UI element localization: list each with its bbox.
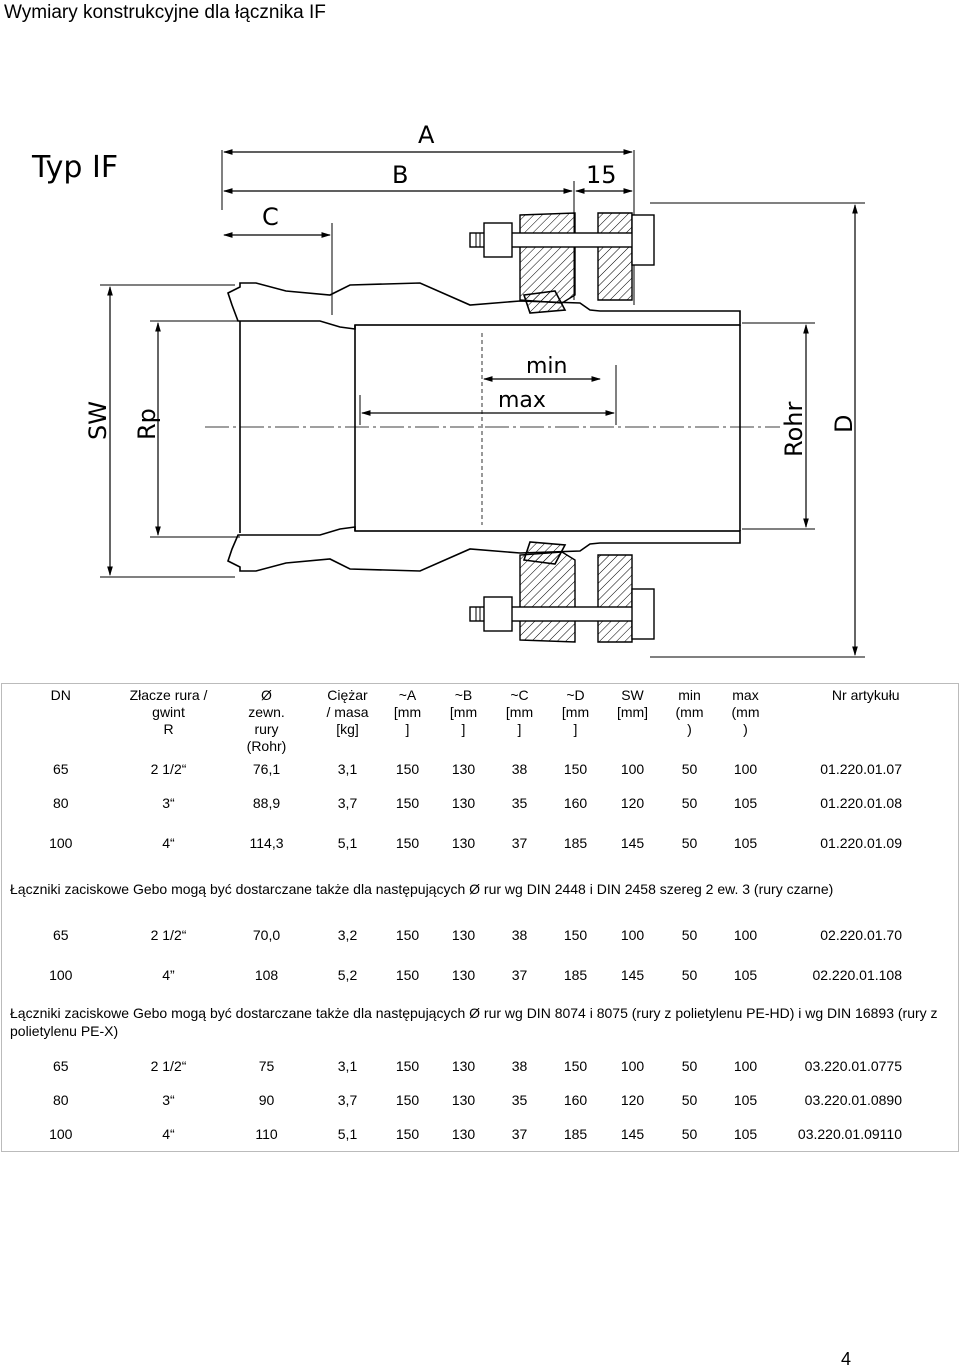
table-cell: 2 1/2“ [150, 927, 187, 943]
table-header-row [2, 684, 959, 756]
table-cell: 108 [254, 967, 279, 983]
header-sw-line: [mm] [616, 704, 649, 720]
header-b [436, 684, 492, 756]
table-cell: 2 1/2“ [150, 761, 187, 777]
table-cell: 50 [681, 1058, 698, 1074]
table-cell: 150 [395, 761, 420, 777]
table-row [2, 823, 959, 863]
table-cell: 70,0 [252, 927, 281, 943]
table-cell: 145 [620, 967, 645, 983]
header-max-line: ) [743, 721, 748, 737]
dim-15-label: 15 [586, 161, 617, 189]
table-cell: 3,7 [337, 795, 358, 811]
table-cell: 3,2 [337, 927, 358, 943]
table-group-1 [2, 755, 959, 863]
spec-table [1, 683, 959, 1152]
table-row [2, 1117, 959, 1151]
table-cell: 150 [395, 1092, 420, 1108]
table-cell: 100 [620, 761, 645, 777]
table-cell: 145 [604, 1117, 662, 1151]
table-cell: 100 [733, 1058, 758, 1074]
table-cell: 130 [451, 761, 476, 777]
page-number: 4 [841, 1349, 852, 1369]
table-cell: 50 [681, 795, 698, 811]
table-cell: 03.220.01.09110 [774, 1117, 959, 1151]
table-cell: 37 [511, 835, 528, 851]
table-cell: 105 [733, 967, 758, 983]
table-cell: 130 [436, 1117, 492, 1151]
table-cell: 35 [511, 1092, 528, 1108]
dim-a-label: A [418, 121, 435, 149]
header-d-line: [mm [561, 704, 590, 720]
table-cell: 88,9 [252, 795, 281, 811]
header-c-line: ] [517, 721, 522, 737]
header-c-line: [mm [505, 704, 534, 720]
table-cell: 4“ [162, 835, 175, 851]
header-c [492, 684, 548, 756]
table-cell: 2 1/2“ [150, 1058, 187, 1074]
table-cell: 100 [2, 955, 120, 995]
header-zlacze [120, 684, 218, 756]
dim-rohr-label: Rohr [780, 401, 808, 457]
table-cell: 50 [681, 1092, 698, 1108]
header-ciezar-line: [kg] [336, 721, 359, 737]
table-cell: 5,1 [316, 1117, 380, 1151]
header-a-line: ] [405, 721, 410, 737]
table-cell: 65 [2, 915, 120, 955]
header-fi-line: Ø [261, 687, 272, 703]
header-zlacze-line: R [163, 721, 174, 737]
table-cell: 03.220.01.0890 [774, 1083, 959, 1117]
header-ciezar-line: Ciężar [327, 687, 368, 703]
header-sw [604, 684, 662, 756]
table-cell: 76,1 [252, 761, 281, 777]
table-cell: 100 [2, 1117, 120, 1151]
table-row [2, 1049, 959, 1083]
table-cell: 100 [733, 927, 758, 943]
table-cell: 160 [563, 1092, 588, 1108]
header-a-line: [mm [393, 704, 422, 720]
table-group-3 [2, 1049, 959, 1151]
table-cell: 100 [2, 823, 120, 863]
dim-sw-label: SW [84, 401, 112, 440]
table-cell: 105 [733, 835, 758, 851]
table-cell: 38 [511, 1058, 528, 1074]
header-ciezar-line: / masa [326, 704, 369, 720]
table-row [2, 1083, 959, 1117]
table-cell: 150 [563, 1058, 588, 1074]
dim-d-label: D [830, 414, 858, 433]
table-cell: 150 [395, 795, 420, 811]
table-row [2, 783, 959, 823]
header-sw-line: SW [621, 687, 644, 703]
header-d-line: ] [573, 721, 578, 737]
table-cell: 150 [395, 927, 420, 943]
header-d-line: ~D [566, 687, 585, 703]
table-cell: 185 [563, 967, 588, 983]
table-cell: 130 [451, 1092, 476, 1108]
header-dn: DN [2, 684, 120, 756]
table-cell: 02.220.01.108 [774, 955, 959, 995]
table-cell: 150 [563, 927, 588, 943]
table-cell: 80 [2, 1083, 120, 1117]
table-cell: 130 [451, 835, 476, 851]
table-cell: 75 [258, 1058, 275, 1074]
table-cell: 90 [258, 1092, 275, 1108]
dim-rp-label: Rp [133, 408, 161, 440]
table-cell: 38 [511, 927, 528, 943]
header-d [548, 684, 604, 756]
header-max-line: max [732, 687, 759, 703]
table-cell: 120 [620, 795, 645, 811]
note-row [2, 863, 959, 915]
header-fi-line: rury [254, 721, 279, 737]
table-cell: 130 [451, 927, 476, 943]
table-cell: 130 [451, 1058, 476, 1074]
header-max-line: (mm [731, 704, 760, 720]
table-cell: 150 [380, 1117, 436, 1151]
table-cell: 50 [681, 967, 698, 983]
header-fi [218, 684, 316, 756]
table-cell: 185 [548, 1117, 604, 1151]
technical-drawing [0, 95, 960, 665]
table-cell: 100 [733, 761, 758, 777]
table-row [2, 755, 959, 783]
header-min-line: ) [687, 721, 692, 737]
table-cell: 114,3 [249, 835, 284, 851]
table-cell: 4“ [120, 1117, 218, 1151]
table-cell: 3“ [162, 795, 175, 811]
table-cell: 38 [511, 761, 528, 777]
table-cell: 110 [218, 1117, 316, 1151]
table-cell: 105 [733, 795, 758, 811]
header-min [662, 684, 718, 756]
table-cell: 3,1 [337, 761, 358, 777]
header-c-line: ~C [510, 687, 529, 703]
table-cell: 150 [395, 1058, 420, 1074]
table-row [2, 915, 959, 955]
table-cell: 80 [2, 783, 120, 823]
table-cell: 50 [681, 835, 698, 851]
table-cell: 3“ [162, 1092, 175, 1108]
table-cell: 3,7 [337, 1092, 358, 1108]
table-cell: 02.220.01.70 [774, 915, 959, 955]
table-cell: 150 [395, 967, 420, 983]
header-a [380, 684, 436, 756]
note-1: Łączniki zaciskowe Gebo mogą być dostarczane także dla następujących Ø rur wg DIN 2448 i DIN 2458 szereg 2 ew. 3 (rury czarne) [2, 863, 959, 915]
header-b-line: ~B [454, 687, 473, 703]
table-cell: 160 [563, 795, 588, 811]
header-b-line: ] [461, 721, 466, 737]
header-max [718, 684, 774, 756]
table-cell: 4” [162, 967, 175, 983]
table-cell: 65 [2, 1049, 120, 1083]
note-2: Łączniki zaciskowe Gebo mogą być dostarczane także dla następujących Ø rur wg DIN 8074 i 8075 (rury z polietylenu PE-HD) i wg DIN 16893 (rury z polietylenu PE-X) [2, 995, 959, 1049]
header-a-line: ~A [398, 687, 417, 703]
dim-min-label: min [526, 354, 568, 379]
dim-c-label: C [262, 203, 279, 231]
table-cell: 145 [620, 835, 645, 851]
table-cell: 37 [492, 1117, 548, 1151]
header-nr: Nr artykułu [774, 684, 959, 756]
table-cell: 37 [511, 967, 528, 983]
table-cell: 185 [563, 835, 588, 851]
table-cell: 01.220.01.07 [774, 755, 959, 783]
header-ciezar [316, 684, 380, 756]
table-cell: 35 [511, 795, 528, 811]
table-cell: 50 [662, 1117, 718, 1151]
header-fi-line: (Rohr) [246, 738, 287, 754]
table-cell: 130 [451, 795, 476, 811]
table-cell: 5,2 [337, 967, 358, 983]
header-min-line: (mm [675, 704, 704, 720]
table-cell: 65 [2, 755, 120, 783]
header-zlacze-line: Złacze rura / [129, 687, 208, 703]
table-row [2, 955, 959, 995]
header-min-line: min [678, 687, 701, 703]
table-cell: 105 [718, 1117, 774, 1151]
table-cell: 100 [620, 1058, 645, 1074]
table-group-2 [2, 915, 959, 995]
header-zlacze-line: gwint [152, 704, 185, 720]
table-cell: 50 [681, 927, 698, 943]
dim-b-label: B [392, 161, 409, 189]
table-cell: 120 [620, 1092, 645, 1108]
note-row [2, 995, 959, 1049]
dim-max-label: max [498, 388, 546, 413]
table-cell: 01.220.01.08 [774, 783, 959, 823]
table-cell: 5,1 [337, 835, 358, 851]
header-fi-line: zewn. [248, 704, 285, 720]
table-cell: 03.220.01.0775 [774, 1049, 959, 1083]
header-b-line: [mm [449, 704, 478, 720]
table-cell: 150 [395, 835, 420, 851]
table-cell: 100 [620, 927, 645, 943]
type-label: Typ IF [32, 150, 119, 185]
table-cell: 3,1 [337, 1058, 358, 1074]
table-cell: 50 [681, 761, 698, 777]
table-cell: 105 [733, 1092, 758, 1108]
table-cell: 150 [563, 761, 588, 777]
table-cell: 01.220.01.09 [774, 823, 959, 863]
page-title: Wymiary konstrukcyjne dla łącznika IF [4, 2, 326, 23]
table-cell: 130 [451, 967, 476, 983]
